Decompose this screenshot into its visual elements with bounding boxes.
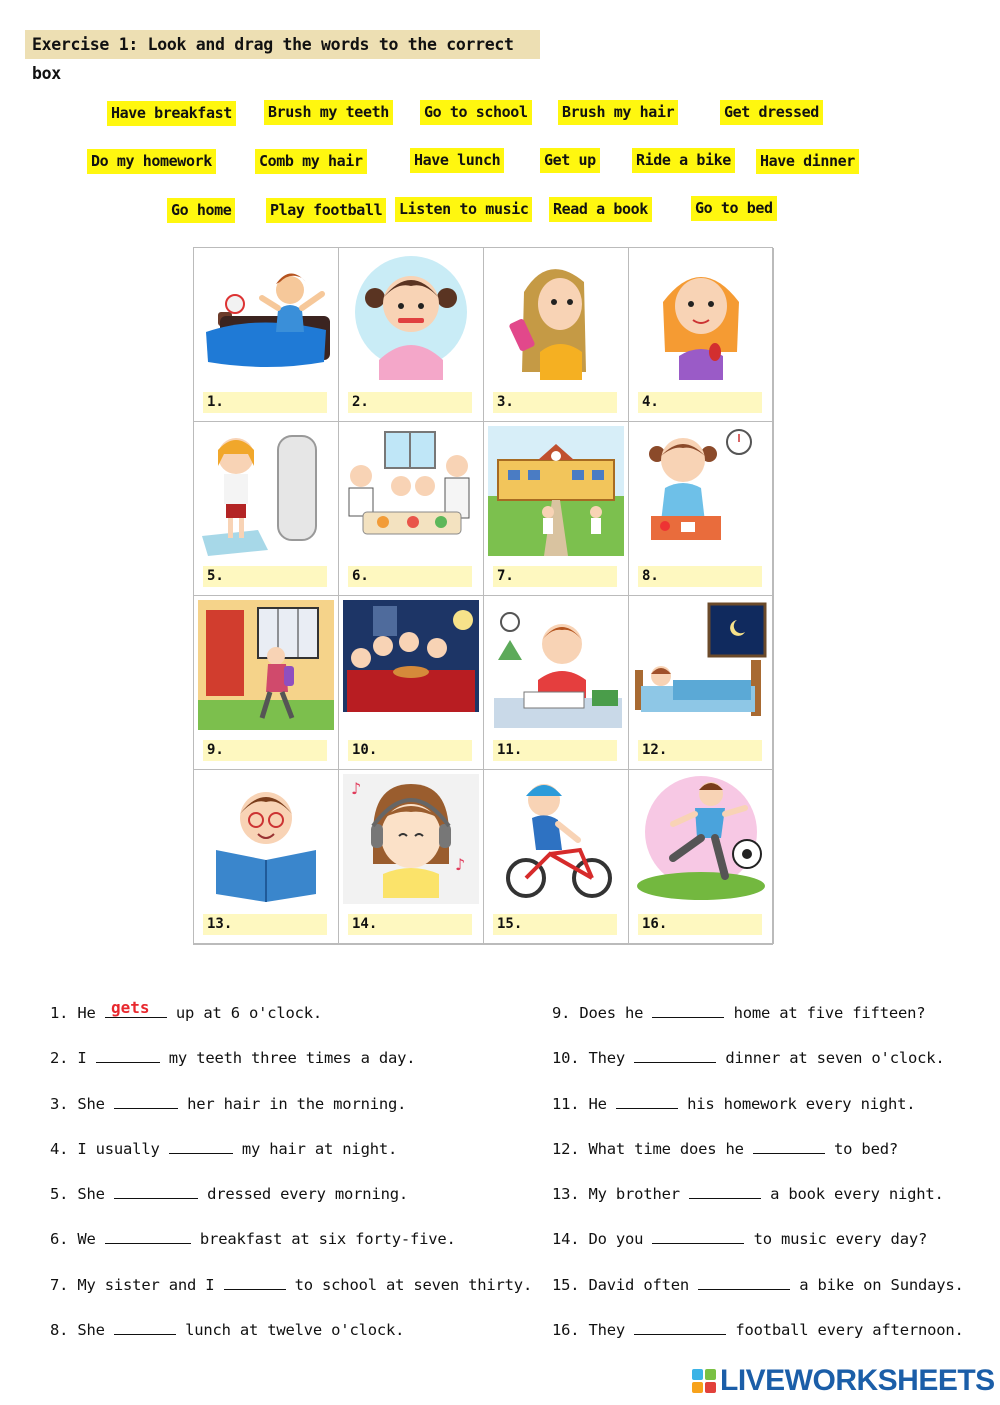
boy-sleeping-illustration (633, 600, 769, 738)
boy-riding-bike-illustration (488, 774, 624, 912)
answer-blank[interactable] (616, 1094, 678, 1109)
family-dinner-illustration (343, 600, 479, 738)
answer-box[interactable]: 11. (493, 740, 617, 761)
answer-box[interactable]: 16. (638, 914, 762, 935)
answer-blank[interactable] (114, 1094, 178, 1109)
girl-dressing-illustration (198, 426, 334, 564)
sentence-text: 12. What time does he (552, 1140, 753, 1158)
sentence-text: a bike on Sundays. (790, 1276, 964, 1294)
logo-text: LIVEWORKSHEETS (720, 1364, 995, 1397)
answer-box[interactable]: 15. (493, 914, 617, 935)
answer-blank[interactable] (114, 1320, 176, 1335)
answer-box[interactable]: 4. (638, 392, 762, 413)
picture-cell (484, 596, 629, 770)
girl-brushing-teeth-illustration (343, 252, 479, 390)
svg-text:♪: ♪ (455, 855, 466, 874)
girl-lunch-illustration (633, 426, 769, 564)
sentence (552, 1139, 898, 1158)
sentence (552, 1229, 927, 1248)
picture-cell (339, 422, 484, 596)
answer-blank[interactable] (634, 1320, 726, 1335)
sentence-text: 3. She (50, 1095, 114, 1113)
sentence-text: my teeth three times a day. (159, 1049, 416, 1067)
girl-music-illustration (343, 774, 479, 912)
boy-reading-illustration (198, 774, 334, 912)
sentence-text: 4. I usually (50, 1140, 169, 1158)
sentence (552, 1048, 944, 1067)
svg-text:♪: ♪ (351, 779, 362, 798)
sentence-text: his homework every night. (677, 1095, 916, 1113)
sentence-text: 16. They (552, 1321, 635, 1339)
sentence-text: home at five fifteen? (724, 1004, 926, 1022)
word-chip[interactable]: Ride a bike (632, 148, 735, 173)
boy-homework-illustration (488, 600, 624, 738)
picture-cell (629, 248, 774, 422)
sentence-text: 14. Do you (552, 1230, 653, 1248)
sentence-text: football every afternoon. (726, 1321, 964, 1339)
answer-box[interactable]: 9. (203, 740, 327, 761)
exercise-title: Exercise 1: Look and drag the words to the correct box (25, 30, 540, 59)
sentence-text: 7. My sister and I (50, 1276, 224, 1294)
sentence-text: her hair in the morning. (177, 1095, 407, 1113)
answer-box[interactable]: 8. (638, 566, 762, 587)
picture-cell (194, 422, 339, 596)
sentence-text: my hair at night. (232, 1140, 398, 1158)
sentence-text: 13. My brother (552, 1185, 689, 1203)
sentence (552, 1320, 964, 1339)
liveworksheets-logo (692, 1364, 995, 1398)
sentence-text: 9. Does he (552, 1004, 653, 1022)
sentence (50, 1003, 322, 1022)
sentence-text: a book every night. (760, 1185, 944, 1203)
sentence-text: up at 6 o'clock. (166, 1004, 323, 1022)
sentence-text: 1. He (50, 1004, 105, 1022)
sentence-text: 15. David often (552, 1276, 699, 1294)
going-to-school-illustration (488, 426, 624, 564)
picture-cell (629, 422, 774, 596)
sentence-text: to music every day? (744, 1230, 928, 1248)
answer-blank[interactable] (169, 1139, 233, 1154)
picture-cell (339, 248, 484, 422)
girl-brushing-hair-illustration (633, 252, 769, 390)
sentence-text: 2. I (50, 1049, 96, 1067)
sentence (50, 1275, 532, 1294)
word-chip[interactable]: Listen to music (395, 197, 532, 222)
answer-blank[interactable] (105, 1229, 191, 1244)
answer-box[interactable]: 13. (203, 914, 327, 935)
sentence-text: breakfast at six forty-five. (190, 1230, 456, 1248)
answer-blank[interactable] (224, 1275, 286, 1290)
answer-blank[interactable] (753, 1139, 825, 1154)
answer-box[interactable]: 6. (348, 566, 472, 587)
picture-cell (194, 248, 339, 422)
filled-answer: gets (111, 998, 150, 1017)
answer-blank[interactable] (96, 1048, 160, 1063)
picture-cell (194, 770, 339, 944)
girl-combing-hair-illustration (488, 252, 624, 390)
answer-blank[interactable] (114, 1184, 198, 1199)
picture-cell (484, 770, 629, 944)
sentence (552, 1003, 925, 1022)
answer-blank[interactable] (689, 1184, 761, 1199)
boy-waking-up-illustration (198, 252, 334, 390)
word-chip[interactable]: Go to school (420, 100, 532, 125)
sentence-text: to bed? (824, 1140, 898, 1158)
answer-blank[interactable] (634, 1048, 716, 1063)
logo-icon (692, 1369, 716, 1393)
sentence-text: to school at seven thirty. (285, 1276, 533, 1294)
sentence-text: dressed every morning. (197, 1185, 408, 1203)
word-chip[interactable]: Brush my hair (558, 100, 678, 125)
word-chip[interactable]: Go to bed (691, 196, 777, 221)
sentence (50, 1139, 397, 1158)
answer-blank[interactable] (652, 1229, 744, 1244)
sentence (50, 1048, 415, 1067)
sentence (50, 1229, 456, 1248)
picture-cell (339, 596, 484, 770)
answer-box[interactable]: 3. (493, 392, 617, 413)
sentence (552, 1184, 944, 1203)
sentence (50, 1320, 404, 1339)
answer-blank[interactable] (698, 1275, 790, 1290)
word-chip[interactable]: Brush my teeth (264, 100, 393, 125)
answer-box[interactable]: 10. (348, 740, 472, 761)
sentence-text: lunch at twelve o'clock. (175, 1321, 405, 1339)
picture-cell (484, 422, 629, 596)
sentence-text: 6. We (50, 1230, 105, 1248)
answer-box[interactable]: 7. (493, 566, 617, 587)
word-chip[interactable]: Have lunch (410, 148, 504, 173)
family-breakfast-illustration (343, 426, 479, 564)
boy-going-home-illustration (198, 600, 334, 738)
answer-box[interactable]: 12. (638, 740, 762, 761)
word-chip[interactable]: Have dinner (756, 149, 859, 174)
word-chip[interactable]: Play football (266, 198, 386, 223)
answer-box[interactable]: 1. (203, 392, 327, 413)
picture-grid (193, 247, 773, 945)
word-chip[interactable]: Get up (540, 148, 600, 173)
sentence-text: 8. She (50, 1321, 114, 1339)
sentence-text: 10. They (552, 1049, 635, 1067)
picture-cell (629, 596, 774, 770)
sentence (50, 1184, 408, 1203)
answer-box[interactable]: 5. (203, 566, 327, 587)
sentence-text: dinner at seven o'clock. (716, 1049, 945, 1067)
word-chip[interactable]: Go home (167, 198, 235, 223)
word-chip[interactable]: Get dressed (720, 100, 823, 125)
answer-box[interactable]: 2. (348, 392, 472, 413)
word-chip[interactable]: Do my homework (87, 149, 216, 174)
picture-cell (194, 596, 339, 770)
sentence-text: 5. She (50, 1185, 114, 1203)
sentence-text: 11. He (552, 1095, 616, 1113)
sentence (552, 1275, 964, 1294)
picture-cell (339, 770, 484, 944)
word-chip[interactable]: Comb my hair (255, 149, 367, 174)
boy-football-illustration (633, 774, 769, 912)
answer-blank[interactable] (652, 1003, 724, 1018)
word-chip[interactable]: Read a book (549, 197, 652, 222)
sentence (552, 1094, 915, 1113)
sentence (50, 1094, 406, 1113)
answer-box[interactable]: 14. (348, 914, 472, 935)
picture-cell (629, 770, 774, 944)
word-chip[interactable]: Have breakfast (107, 101, 236, 126)
picture-cell (484, 248, 629, 422)
